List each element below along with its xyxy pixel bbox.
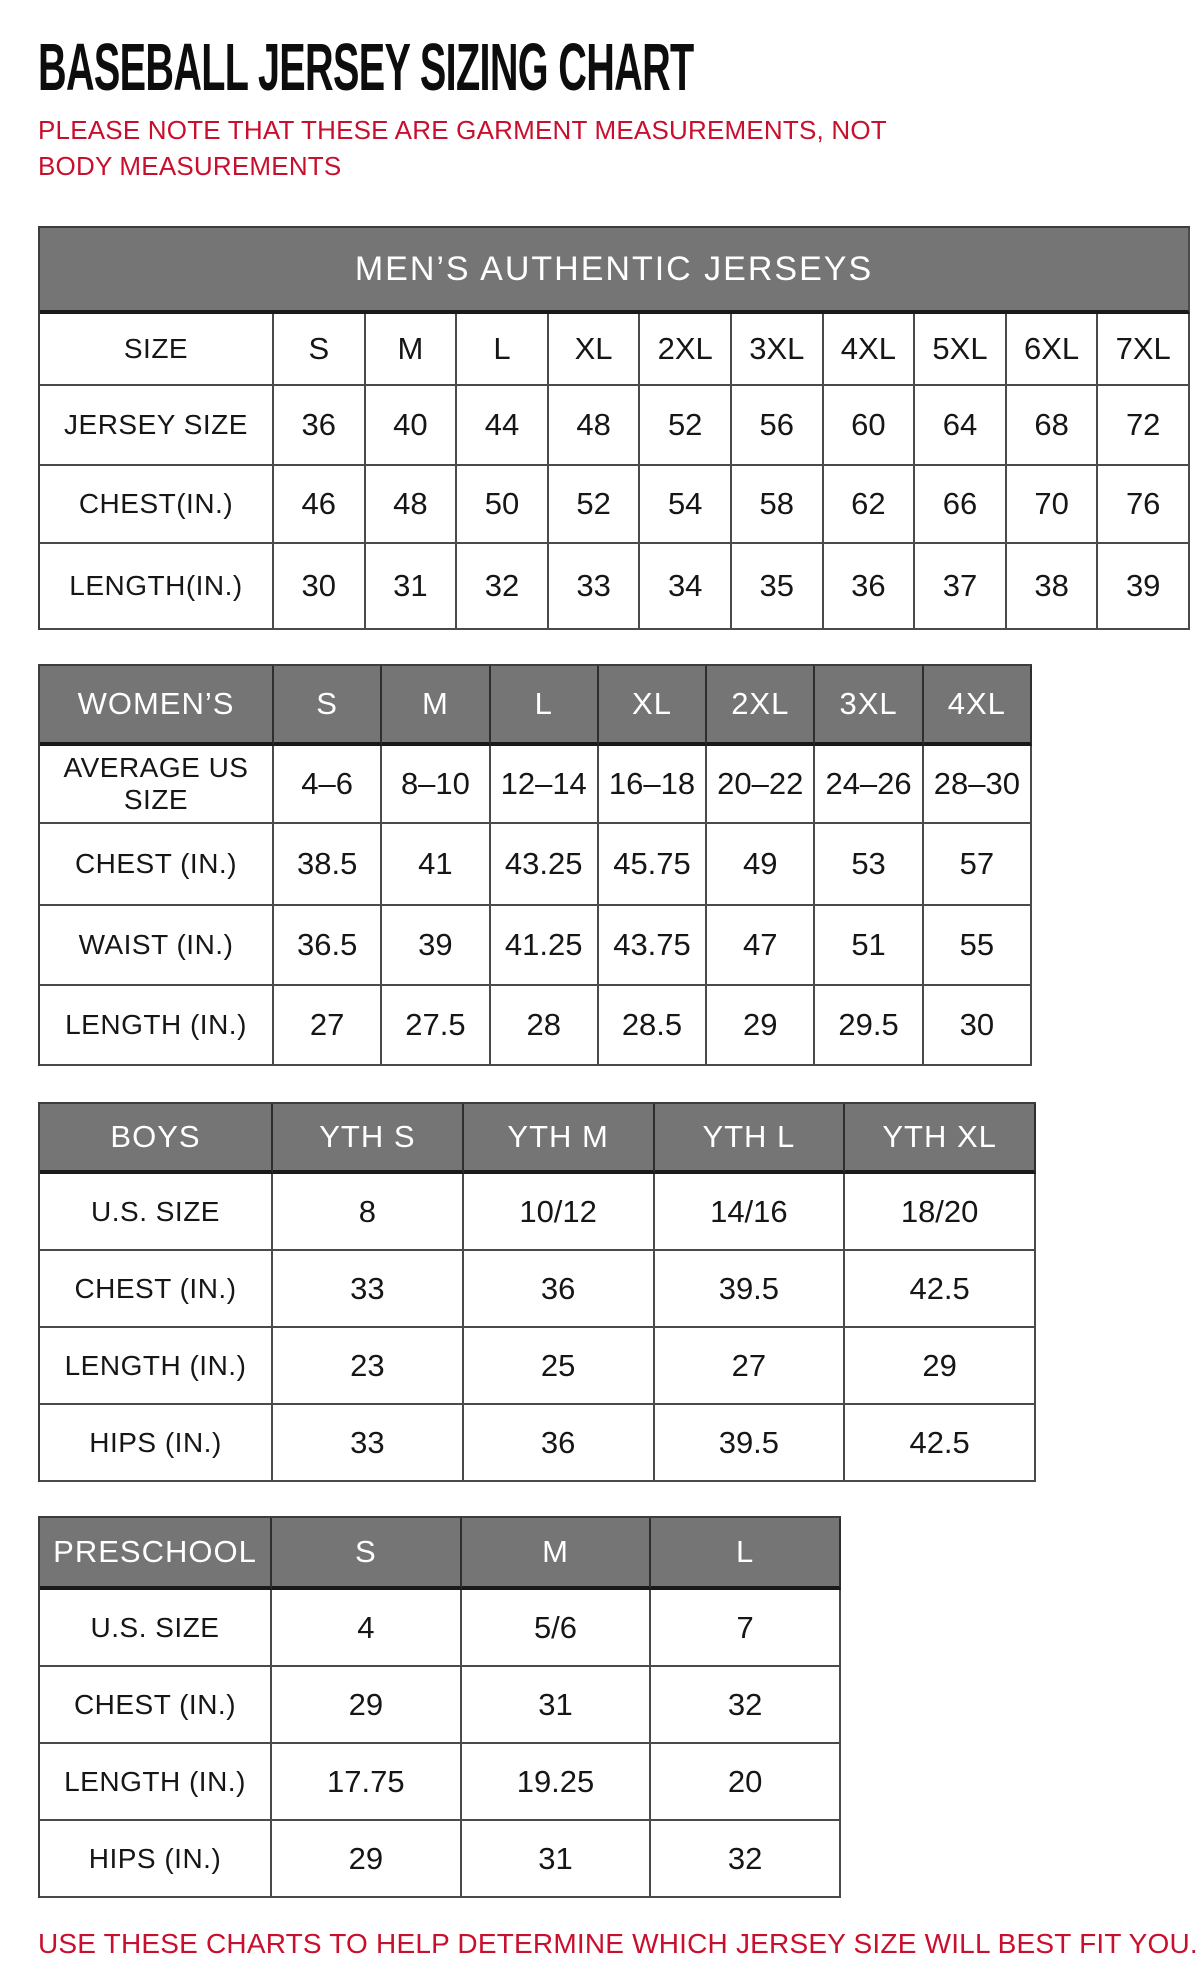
preschool-row-label: U.S. SIZE	[40, 1590, 272, 1667]
preschool-row-label: LENGTH (IN.)	[40, 1744, 272, 1821]
womens-header-cell: 4XL	[924, 666, 1032, 746]
preschool-cell: 29	[272, 1821, 462, 1898]
womens-cell: 38.5	[274, 824, 382, 906]
mens-cell: 5XL	[915, 314, 1007, 386]
womens-cell: 20–22	[707, 746, 815, 824]
womens-header-label: WOMEN’S	[40, 666, 274, 746]
womens-cell: 36.5	[274, 906, 382, 986]
mens-cell: 56	[732, 386, 824, 466]
boys-cell: 18/20	[845, 1174, 1036, 1251]
womens-cell: 28.5	[599, 986, 707, 1066]
womens-cell: 51	[815, 906, 923, 986]
womens-cell: 12–14	[491, 746, 599, 824]
boys-row-label: HIPS (IN.)	[40, 1405, 273, 1482]
boys-row-label: LENGTH (IN.)	[40, 1328, 273, 1405]
mens-row-label: LENGTH(IN.)	[40, 544, 274, 630]
page-title: BASEBALL JERSEY SIZING CHART	[38, 29, 694, 105]
boys-cell: 10/12	[464, 1174, 655, 1251]
mens-table-banner: MEN’S AUTHENTIC JERSEYS	[40, 228, 1190, 314]
womens-cell: 28–30	[924, 746, 1032, 824]
preschool-cell: 31	[462, 1821, 652, 1898]
mens-cell: 36	[824, 544, 916, 630]
preschool-jerseys-table	[38, 1516, 841, 1898]
womens-header-cell: M	[382, 666, 490, 746]
womens-cell: 41	[382, 824, 490, 906]
preschool-cell: 29	[272, 1667, 462, 1744]
mens-cell: 48	[366, 466, 458, 544]
preschool-cell: 32	[651, 1821, 841, 1898]
preschool-row-label: HIPS (IN.)	[40, 1821, 272, 1898]
mens-cell: 6XL	[1007, 314, 1099, 386]
preschool-cell: 20	[651, 1744, 841, 1821]
mens-cell: 72	[1098, 386, 1190, 466]
boys-cell: 23	[273, 1328, 464, 1405]
preschool-cell: 19.25	[462, 1744, 652, 1821]
womens-cell: 53	[815, 824, 923, 906]
womens-header-cell: 2XL	[707, 666, 815, 746]
preschool-row-label: CHEST (IN.)	[40, 1667, 272, 1744]
mens-cell: 7XL	[1098, 314, 1190, 386]
mens-cell: 38	[1007, 544, 1099, 630]
mens-cell: 58	[732, 466, 824, 544]
preschool-header-cell: L	[651, 1518, 841, 1590]
boys-cell: 42.5	[845, 1405, 1036, 1482]
womens-cell: 29.5	[815, 986, 923, 1066]
mens-cell: 46	[274, 466, 366, 544]
mens-cell: 34	[640, 544, 732, 630]
mens-cell: 4XL	[824, 314, 916, 386]
mens-cell: 66	[915, 466, 1007, 544]
preschool-cell: 5/6	[462, 1590, 652, 1667]
preschool-cell: 31	[462, 1667, 652, 1744]
womens-cell: 8–10	[382, 746, 490, 824]
preschool-cell: 32	[651, 1667, 841, 1744]
mens-cell: 48	[549, 386, 641, 466]
boys-cell: 36	[464, 1405, 655, 1482]
womens-cell: 28	[491, 986, 599, 1066]
womens-row-label: AVERAGE US SIZE	[40, 746, 274, 824]
womens-cell: 47	[707, 906, 815, 986]
womens-cell: 55	[924, 906, 1032, 986]
womens-row-label: CHEST (IN.)	[40, 824, 274, 906]
womens-cell: 39	[382, 906, 490, 986]
preschool-cell: 7	[651, 1590, 841, 1667]
mens-authentic-jerseys-table	[38, 226, 1190, 630]
womens-cell: 30	[924, 986, 1032, 1066]
mens-cell: 31	[366, 544, 458, 630]
mens-cell: 54	[640, 466, 732, 544]
boys-cell: 39.5	[655, 1251, 846, 1328]
mens-cell: 76	[1098, 466, 1190, 544]
mens-cell: 3XL	[732, 314, 824, 386]
mens-cell: 33	[549, 544, 641, 630]
womens-cell: 41.25	[491, 906, 599, 986]
boys-cell: 8	[273, 1174, 464, 1251]
womens-row-label: LENGTH (IN.)	[40, 986, 274, 1066]
womens-header-cell: 3XL	[815, 666, 923, 746]
boys-cell: 29	[845, 1328, 1036, 1405]
mens-cell: 70	[1007, 466, 1099, 544]
boys-header-label: BOYS	[40, 1104, 273, 1174]
mens-cell: 2XL	[640, 314, 732, 386]
mens-row-label: JERSEY SIZE	[40, 386, 274, 466]
mens-cell: 68	[1007, 386, 1099, 466]
womens-header-cell: S	[274, 666, 382, 746]
mens-cell: 39	[1098, 544, 1190, 630]
boys-cell: 33	[273, 1251, 464, 1328]
womens-cell: 49	[707, 824, 815, 906]
mens-cell: 40	[366, 386, 458, 466]
mens-cell: 36	[274, 386, 366, 466]
womens-cell: 27	[274, 986, 382, 1066]
mens-cell: XL	[549, 314, 641, 386]
mens-cell: 60	[824, 386, 916, 466]
boys-cell: 36	[464, 1251, 655, 1328]
mens-cell: 64	[915, 386, 1007, 466]
womens-cell: 43.25	[491, 824, 599, 906]
boys-header-cell: YTH L	[655, 1104, 846, 1174]
womens-cell: 57	[924, 824, 1032, 906]
boys-row-label: U.S. SIZE	[40, 1174, 273, 1251]
mens-row-label: CHEST(IN.)	[40, 466, 274, 544]
mens-cell: S	[274, 314, 366, 386]
mens-cell: 37	[915, 544, 1007, 630]
womens-row-label: WAIST (IN.)	[40, 906, 274, 986]
preschool-header-cell: M	[462, 1518, 652, 1590]
womens-cell: 4–6	[274, 746, 382, 824]
garment-measurement-note: PLEASE NOTE THAT THESE ARE GARMENT MEASUREMENTS, NOT BODY MEASUREMENTS	[38, 115, 887, 181]
preschool-cell: 4	[272, 1590, 462, 1667]
womens-header-cell: L	[491, 666, 599, 746]
boys-cell: 33	[273, 1405, 464, 1482]
womens-cell: 45.75	[599, 824, 707, 906]
mens-cell: 32	[457, 544, 549, 630]
boys-cell: 25	[464, 1328, 655, 1405]
boys-row-label: CHEST (IN.)	[40, 1251, 273, 1328]
preschool-header-label: PRESCHOOL	[40, 1518, 272, 1590]
boys-cell: 27	[655, 1328, 846, 1405]
boys-cell: 42.5	[845, 1251, 1036, 1328]
mens-cell: L	[457, 314, 549, 386]
mens-cell: 62	[824, 466, 916, 544]
mens-cell: 35	[732, 544, 824, 630]
womens-cell: 43.75	[599, 906, 707, 986]
mens-cell: 44	[457, 386, 549, 466]
mens-cell: M	[366, 314, 458, 386]
preschool-cell: 17.75	[272, 1744, 462, 1821]
boys-jerseys-table	[38, 1102, 1036, 1482]
womens-header-cell: XL	[599, 666, 707, 746]
boys-header-cell: YTH S	[273, 1104, 464, 1174]
womens-jerseys-table	[38, 664, 1032, 1066]
womens-cell: 24–26	[815, 746, 923, 824]
womens-cell: 29	[707, 986, 815, 1066]
boys-cell: 39.5	[655, 1405, 846, 1482]
womens-cell: 27.5	[382, 986, 490, 1066]
mens-cell: 52	[640, 386, 732, 466]
preschool-header-cell: S	[272, 1518, 462, 1590]
womens-cell: 16–18	[599, 746, 707, 824]
boys-cell: 14/16	[655, 1174, 846, 1251]
mens-row-label: SIZE	[40, 314, 274, 386]
mens-cell: 30	[274, 544, 366, 630]
fit-guidance-note: USE THESE CHARTS TO HELP DETERMINE WHICH JERSEY SIZE WILL BEST FIT YOU.	[38, 1928, 1198, 1959]
mens-cell: 50	[457, 466, 549, 544]
boys-header-cell: YTH XL	[845, 1104, 1036, 1174]
mens-cell: 52	[549, 466, 641, 544]
boys-header-cell: YTH M	[464, 1104, 655, 1174]
